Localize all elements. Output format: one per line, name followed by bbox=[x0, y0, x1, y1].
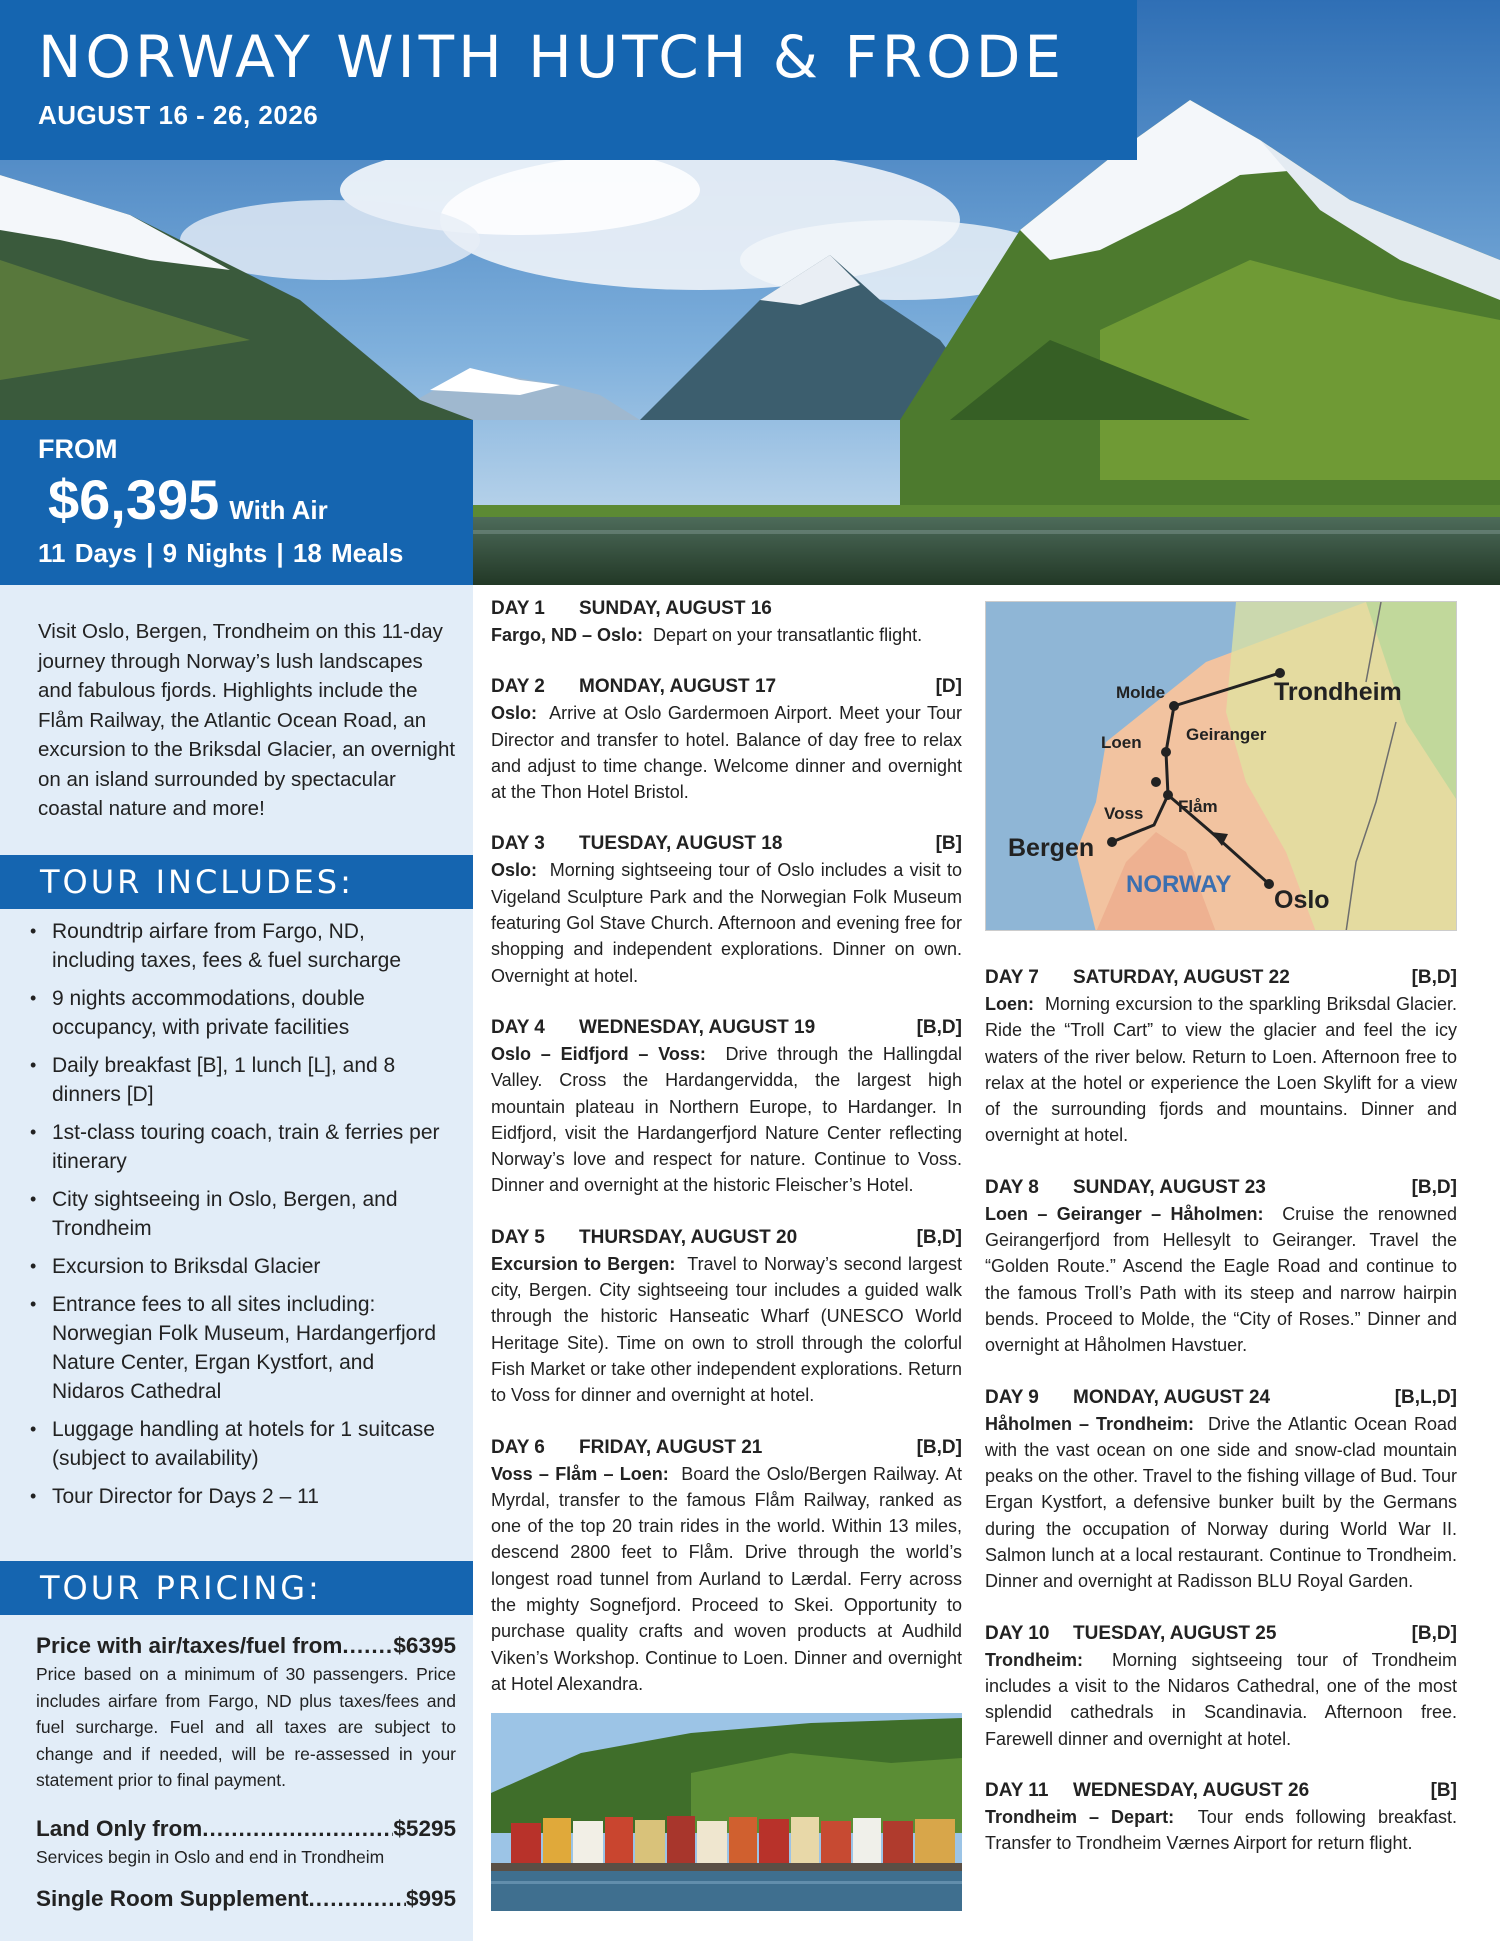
list-item: • Luggage handling at hotels for 1 suitcase (subject to availability) bbox=[30, 1415, 450, 1473]
itinerary-day bbox=[985, 1175, 1457, 1359]
single-supplement-row bbox=[36, 1886, 456, 1912]
day-description: Travel to Norway’s second largest city, Bergen. City sightseeing tour includes a guided walk through the historic Hanseatic Wharf (UNESCO World Heritage Site). Time on own to stroll through the colorful Fish Market or take other independent explorations. Return to Voss for dinner and overnight at hotel. bbox=[491, 1253, 962, 1406]
day-number: DAY 11 bbox=[985, 1779, 1049, 1801]
day-description: Morning sightseeing tour of Trondheim includes a visit to the Nidaros Cathedral, one of the most splendid cathedrals in Scandinavia. Afternoon free. Farewell dinner and overnight at hotel. bbox=[985, 1649, 1457, 1749]
day-number: DAY 5 bbox=[491, 1226, 545, 1248]
day-date: MONDAY, AUGUST 24 bbox=[1073, 1386, 1271, 1408]
day-meals: [B] bbox=[935, 833, 962, 855]
day-meals: [B,D] bbox=[916, 1016, 962, 1038]
itinerary-day bbox=[985, 1385, 1457, 1595]
itinerary-day bbox=[491, 831, 962, 988]
itinerary-day bbox=[491, 1225, 962, 1409]
day-date: SATURDAY, AUGUST 22 bbox=[1073, 967, 1290, 988]
day-number: DAY 7 bbox=[985, 967, 1039, 988]
day-meals: [B,D] bbox=[1411, 967, 1457, 988]
bergen-wharf-image bbox=[491, 1713, 962, 1911]
day-number: DAY 8 bbox=[985, 1176, 1039, 1198]
day-date: THURSDAY, AUGUST 20 bbox=[579, 1226, 798, 1248]
day-number: DAY 9 bbox=[985, 1386, 1039, 1408]
list-item: • Entrance fees to all sites including: Norwegian Folk Museum, Hardangerfjord Nature Center, Ergan Kystfort, and Nidaros Cathedral bbox=[30, 1290, 450, 1406]
day-number: DAY 3 bbox=[491, 833, 545, 855]
price-land-row bbox=[36, 1816, 456, 1842]
itinerary-column-1 bbox=[491, 596, 962, 1723]
day-date: WEDNESDAY, AUGUST 26 bbox=[1073, 1779, 1310, 1801]
norway-map-image bbox=[986, 602, 1457, 931]
day-route: Loen: bbox=[985, 994, 1034, 1014]
day-date: SUNDAY, AUGUST 23 bbox=[1073, 1176, 1266, 1198]
day-description: Morning excursion to the sparkling Briksdal Glacier. Ride the “Troll Cart” to view the glacier and feel the icy waters of the river below. Return to Loen. Afternoon free to relax at the hotel or experience the Loen Skylift for a view of the surrounding fjords and mountains. Dinner and overnight at hotel. bbox=[985, 994, 1457, 1146]
single-supplement-label: Single Room Supplement bbox=[36, 1886, 309, 1911]
itinerary-day bbox=[985, 1778, 1457, 1857]
single-supplement-amount: $995 bbox=[405, 1886, 456, 1911]
list-item: • Roundtrip airfare from Fargo, ND, including taxes, fees & fuel surcharge bbox=[30, 917, 450, 975]
day-route: Trondheim: bbox=[985, 1649, 1083, 1670]
day-description: Arrive at Oslo Gardermoen Airport. Meet your Tour Director and transfer to hotel. Balance of day free to relax and adjust to time change. Welcome dinner and overnight at the Thon Hotel Bristol. bbox=[491, 703, 962, 803]
map-label-flam: Flåm bbox=[1178, 797, 1218, 816]
day-meals: [B,D] bbox=[1411, 1622, 1457, 1644]
day-date: MONDAY, AUGUST 17 bbox=[579, 676, 777, 698]
tour-includes-list bbox=[30, 917, 450, 1520]
day-number: DAY 1 bbox=[491, 598, 545, 619]
day-number: DAY 2 bbox=[491, 676, 545, 698]
price-amount: $6,395 bbox=[48, 468, 220, 531]
itinerary-day bbox=[491, 1015, 962, 1199]
list-item: • 9 nights accommodations, double occupancy, with private facilities bbox=[30, 984, 450, 1042]
day-meals: [B,L,D] bbox=[1394, 1386, 1457, 1408]
price-box bbox=[0, 420, 473, 585]
day-description: Morning sightseeing tour of Oslo includes a visit to Vigeland Sculpture Park and the Norwegian Folk Museum featuring Gol Stave Church. Afternoon and evening free for shopping and independent explorations. Dinner on own. Overnight at hotel. bbox=[491, 860, 962, 986]
tour-includes-heading: TOUR INCLUDES: bbox=[0, 855, 473, 909]
day-route: Excursion to Bergen: bbox=[491, 1253, 676, 1274]
itinerary-day bbox=[491, 674, 962, 805]
day-description: Cruise the renowned Geirangerfjord from Hellesylt to Geiranger. Travel the “Golden Route.” Ascend the Eagle Road and continue to the famous Troll’s Path with its steep and narrow hairpin bends. Proceed to Molde, the “City of Roses.” Dinner and overnight at Håholmen Havstuer. bbox=[985, 1203, 1457, 1356]
day-route: Oslo: bbox=[491, 703, 538, 724]
map-label-norway: NORWAY bbox=[1126, 871, 1232, 898]
route-map bbox=[985, 601, 1457, 931]
price-land-label: Land Only from bbox=[36, 1815, 203, 1841]
list-item: • Tour Director for Days 2 – 11 bbox=[30, 1482, 450, 1511]
day-date: TUESDAY, AUGUST 18 bbox=[579, 833, 783, 855]
price-land-description: Services begin in Oslo and end in Trondheim bbox=[36, 1846, 385, 1867]
tour-pricing-heading: TOUR PRICING: bbox=[0, 1561, 473, 1615]
pricing-section bbox=[36, 1633, 456, 1912]
price-air-description: Price based on a minimum of 30 passengers. Price includes airfare from Fargo, ND plus taxes/fees and fuel surcharge. Fuel and all taxes are subject to change and if needed, will be re-assessed in your statement prior to final payment. bbox=[36, 1664, 456, 1790]
day-date: WEDNESDAY, AUGUST 19 bbox=[579, 1016, 816, 1038]
itinerary-day bbox=[985, 965, 1457, 1149]
itinerary-day bbox=[491, 596, 962, 648]
map-label-loen: Loen bbox=[1101, 733, 1142, 752]
day-meals: [B,D] bbox=[1411, 1176, 1457, 1198]
day-meals: [B,D] bbox=[916, 1436, 962, 1458]
list-item: • City sightseeing in Oslo, Bergen, and Trondheim bbox=[30, 1185, 450, 1243]
itinerary-day bbox=[985, 1621, 1457, 1752]
tour-stats: 11 Days | 9 Nights | 18 Meals bbox=[38, 538, 404, 568]
list-item: • 1st-class touring coach, train & ferries per itinerary bbox=[30, 1118, 450, 1176]
list-item: • Daily breakfast [B], 1 lunch [L], and 8 dinners [D] bbox=[30, 1051, 450, 1109]
bergen-wharf-photo bbox=[491, 1713, 962, 1911]
price-from-label: FROM bbox=[38, 434, 118, 464]
map-label-geiranger: Geiranger bbox=[1186, 725, 1267, 744]
day-date: SUNDAY, AUGUST 16 bbox=[579, 598, 772, 619]
day-number: DAY 10 bbox=[985, 1622, 1050, 1644]
day-route: Håholmen – Trondheim: bbox=[985, 1413, 1194, 1434]
day-date: TUESDAY, AUGUST 25 bbox=[1073, 1622, 1277, 1644]
itinerary-day bbox=[491, 1435, 962, 1698]
price-with-air-label: With Air bbox=[229, 495, 328, 525]
price-air-label: Price with air/taxes/fuel from bbox=[36, 1633, 343, 1658]
day-date: FRIDAY, AUGUST 21 bbox=[579, 1436, 763, 1458]
day-description: Tour ends following breakfast. Transfer to Trondheim Værnes Airport for return flight. bbox=[985, 1806, 1457, 1854]
day-description: Depart on your transatlantic flight. bbox=[653, 625, 923, 645]
map-label-oslo: Oslo bbox=[1274, 886, 1330, 914]
intro-paragraph: Visit Oslo, Bergen, Trondheim on this 11-day journey through Norway’s lush landscapes and fabulous fjords. Highlights include the Flåm Railway, the Atlantic Ocean Road, an excursion to the Briksdal Glacier, an overnight on an island surrounded by spectacular coastal nature and more! bbox=[38, 620, 456, 820]
day-route: Loen – Geiranger – Håholmen: bbox=[985, 1203, 1264, 1224]
price-land-amount: $5295 bbox=[393, 1815, 456, 1841]
map-label-molde: Molde bbox=[1116, 683, 1166, 702]
itinerary-column-2 bbox=[985, 965, 1457, 1882]
day-meals: [B,D] bbox=[916, 1226, 962, 1248]
day-meals: [B] bbox=[1430, 1779, 1457, 1801]
day-route: Oslo – Eidfjord – Voss: bbox=[491, 1043, 706, 1064]
map-label-voss: Voss bbox=[1104, 804, 1144, 823]
left-panel bbox=[0, 585, 473, 1941]
tour-dates: AUGUST 16 - 26, 2026 bbox=[38, 100, 319, 130]
day-route: Trondheim – Depart: bbox=[985, 1806, 1175, 1827]
title-banner bbox=[0, 0, 1137, 160]
day-route: Oslo: bbox=[491, 860, 538, 881]
day-meals: [D] bbox=[935, 676, 962, 698]
price-air-amount: $6395 bbox=[393, 1633, 456, 1658]
day-description: Drive through the Hallingdal Valley. Cross the Hardangervidda, the largest high mountain plateau in Northern Europe, to Hardanger. In Eidfjord, visit the Hardangerfjord Nature Center reflecting Norway’s love and respect for nature. Continue to Voss. Dinner and overnight at the historic Fleischer’s Hotel. bbox=[491, 1043, 962, 1196]
list-item: • Excursion to Briksdal Glacier bbox=[30, 1252, 450, 1281]
map-label-bergen: Bergen bbox=[1008, 834, 1095, 862]
day-description: Board the Oslo/Bergen Railway. At Myrdal, transfer to the famous Flåm Railway, ranked as one of the top 20 train rides in the world. Within 13 miles, descend 2800 feet to Flåm. Drive through the world’s longest road tunnel from Aurland to Lærdal. Ferry across the mighty Sognefjord. Proceed to Skei. Opportunity to purchase quality crafts and woven products at Audhild Viken’s Workshop. Continue to Loen. Dinner and overnight at Hotel Alexandra. bbox=[491, 1463, 962, 1694]
day-description: Drive the Atlantic Ocean Road with the vast ocean on one side and snow-clad mountain peaks on the other. Travel to the fishing village of Bud. Tour Ergan Kystfort, a defensive bunker built by the Germans during the occupation of Norway during World War II. Salmon lunch at a local restaurant. Continue to Trondheim. Dinner and overnight at Radisson BLU Royal Garden. bbox=[985, 1413, 1457, 1592]
map-label-trondheim: Trondheim bbox=[1274, 678, 1402, 706]
day-number: DAY 4 bbox=[491, 1016, 545, 1038]
page-title: NORWAY WITH HUTCH & FRODE bbox=[38, 23, 1066, 91]
day-route: Voss – Flåm – Loen: bbox=[491, 1463, 669, 1484]
price-air-row bbox=[36, 1633, 456, 1659]
day-number: DAY 6 bbox=[491, 1436, 545, 1458]
day-route: Fargo, ND – Oslo: bbox=[491, 625, 644, 645]
hero-photo bbox=[0, 0, 1500, 585]
